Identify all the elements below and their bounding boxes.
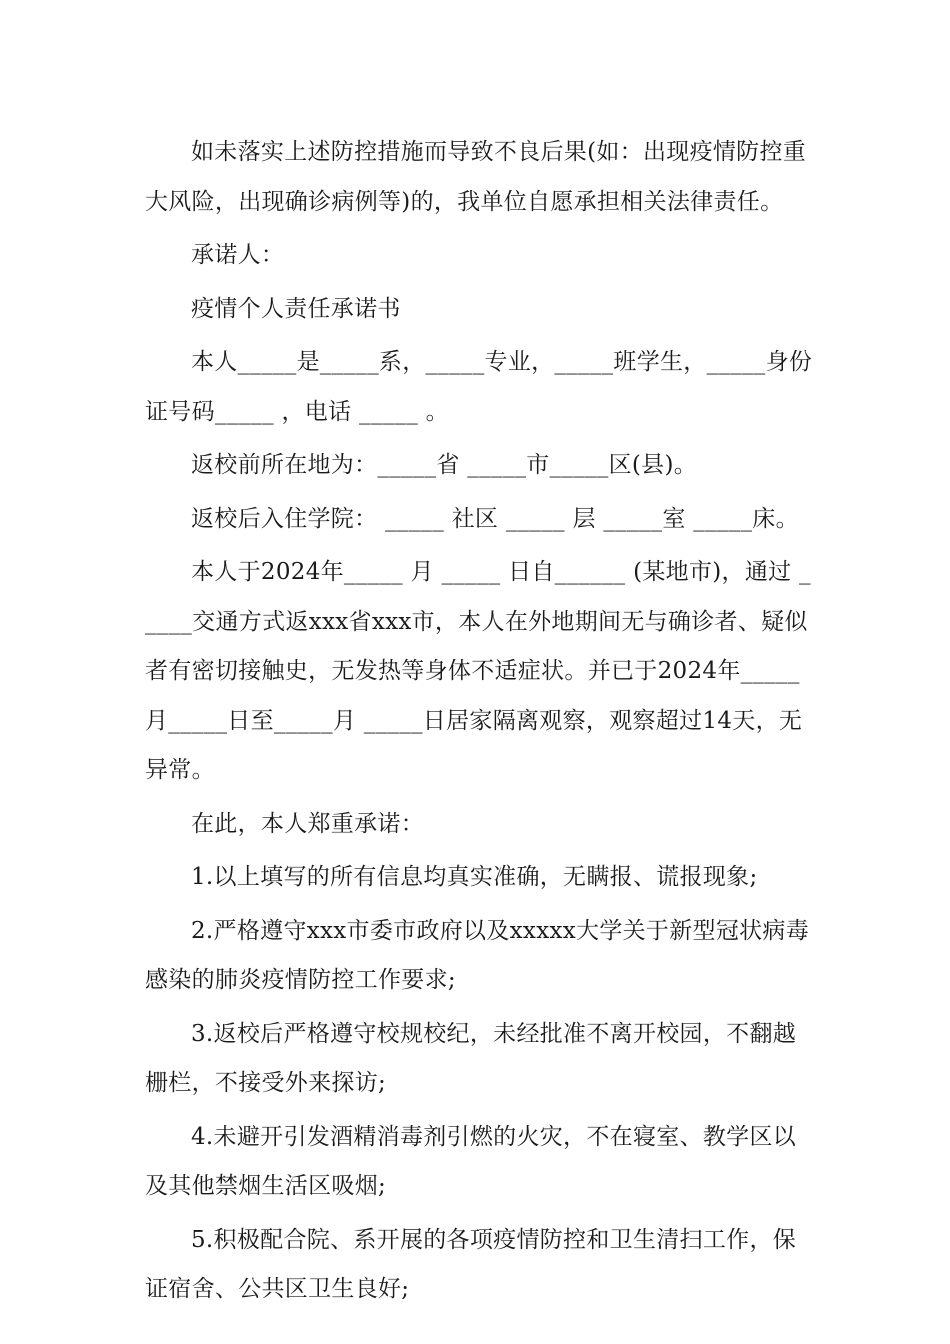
paragraph-travel-quarantine: 本人于2024年_____ 月 _____ 日自______ (某地市)，通过 _____交通方式返xxx省xxx市，本人在外地期间无与确诊者、疑似者有密切接触史，无发热等身体不适症状。并已于2024年_____月_____日至_____月 _____日居家隔离观察，观察超过14天，无异常。 (145, 559, 811, 783)
pledge-item-4: 4.未避开引发酒精消毒剂引燃的火灾，不在寝室、教学区以及其他禁烟生活区吸烟; (145, 1123, 797, 1199)
pledge-item-3: 3.返校后严格遵守校规校纪，未经批准不离开校园，不翻越栅栏，不接受外来探访; (145, 1020, 797, 1096)
document-body (145, 128, 815, 1319)
pledge-item-5: 5.积极配合院、系开展的各项疫情防控和卫生清扫工作，保证宿舍、公共区卫生良好; (145, 1226, 797, 1302)
pledge-item-2: 2.严格遵守xxx市委市政府以及xxxxx大学关于新型冠状病毒感染的肺炎疫情防控工作要求; (145, 917, 810, 993)
paragraph-consequence-statement: 如未落实上述防控措施而导致不良后果(如：出现疫情防控重大风险，出现确诊病例等)的，我单位自愿承担相关法律责任。 (145, 139, 807, 215)
paragraph-letter-title: 疫情个人责任承诺书 (191, 295, 401, 322)
pledge-item-1: 1.以上填写的所有信息均真实准确，无瞒报、谎报现象; (191, 864, 758, 890)
paragraph-pre-return-location: 返校前所在地为：_____省 _____市_____区(县)。 (191, 452, 698, 478)
paragraph-promiser-label: 承诺人： (191, 242, 285, 268)
paragraph-dormitory-info: 返校后入住学院： _____ 社区 _____ 层 _____室 _____床。 (191, 505, 799, 532)
paragraph-pledge-intro: 在此，本人郑重承诺： (191, 810, 424, 837)
paragraph-personal-info: 本人_____是_____系，_____专业，_____班学生，_____身份证号码_____ ，电话 _____ 。 (145, 349, 813, 425)
